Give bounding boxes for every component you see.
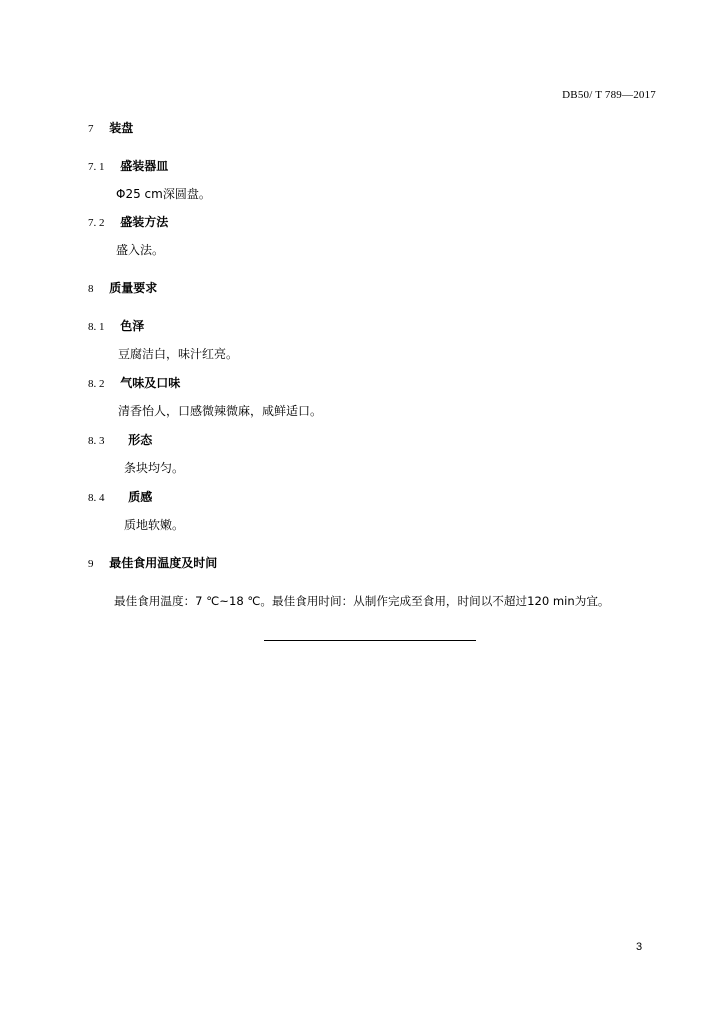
section-title: 盛装方法 <box>120 215 169 229</box>
section-number: 8. 2 <box>88 378 105 390</box>
section-title: 盛装器皿 <box>120 159 169 173</box>
section-8-heading <box>88 280 157 296</box>
section-7-2-body: 盛入法。 <box>116 243 165 257</box>
section-title: 质量要求 <box>109 281 158 295</box>
section-title: 装盘 <box>109 121 134 135</box>
section-8-2-heading <box>88 375 180 391</box>
section-title: 质感 <box>128 490 153 504</box>
end-of-text-rule <box>264 640 476 641</box>
section-number: 7 <box>88 123 94 135</box>
section-number: 8. 4 <box>88 492 105 504</box>
section-7-2-heading <box>88 214 168 230</box>
section-8-1-heading <box>88 318 144 334</box>
section-number: 8. 1 <box>88 321 105 333</box>
section-title: 最佳食用温度及时间 <box>109 556 218 570</box>
section-9-heading <box>88 555 217 571</box>
section-8-4-heading <box>88 489 152 505</box>
section-number: 9 <box>88 558 94 570</box>
section-7-1-heading <box>88 158 168 174</box>
section-number: 7. 2 <box>88 217 105 229</box>
section-8-1-body: 豆腐洁白，味汁红亮。 <box>118 347 239 361</box>
section-9-body: 最佳食用温度：7 ℃~18 ℃。最佳食用时间：从制作完成至食用，时间以不超过120 min为宜。 <box>114 594 610 608</box>
section-title: 形态 <box>128 433 153 447</box>
section-8-3-body: 条块均匀。 <box>124 461 185 475</box>
section-7-1-body: Φ25 cm深圆盘。 <box>116 187 211 201</box>
section-8-3-heading <box>88 432 152 448</box>
section-8-2-body: 清香怡人，口感微辣微麻，咸鲜适口。 <box>118 404 323 418</box>
section-8-4-body: 质地软嫩。 <box>124 518 185 532</box>
section-title: 气味及口味 <box>120 376 181 390</box>
page-number: 3 <box>636 941 643 953</box>
section-7-heading <box>88 120 133 136</box>
section-number: 7. 1 <box>88 161 105 173</box>
section-title: 色泽 <box>120 319 145 333</box>
section-number: 8 <box>88 283 94 295</box>
document-code: DB50/ T 789—2017 <box>562 89 656 101</box>
section-number: 8. 3 <box>88 435 105 447</box>
